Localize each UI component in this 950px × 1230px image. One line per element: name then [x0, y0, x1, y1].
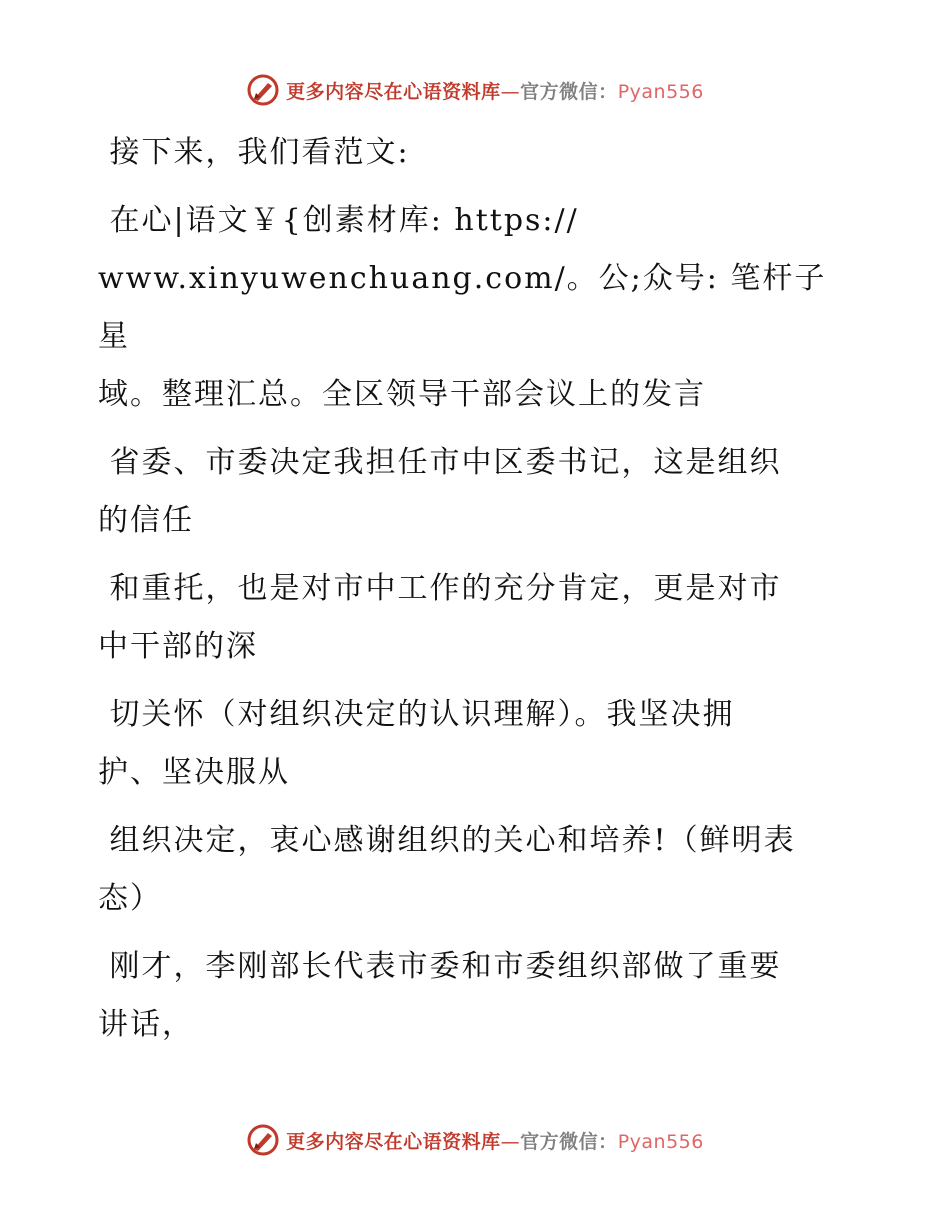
paragraph-source: 在心|语文￥{创素材库: https:// www.xinyuwenchuang.com/。公;众号: 笔杆子星 域。整理汇总。全区领导干部会议上的发言	[98, 203, 827, 412]
header-wechat-id: Pyan556	[617, 80, 704, 103]
header-colon: ：	[598, 80, 618, 103]
paragraph-body: 切关怀（对组织决定的认识理解）。我坚决拥 护、坚决服从	[98, 697, 735, 790]
footer-separator: —	[500, 1130, 521, 1153]
header-separator: —	[500, 80, 521, 103]
paragraph-body: 组织决定，衷心感谢组织的关心和培养!（鲜明表 态）	[98, 823, 796, 916]
paragraph-intro: 接下来，我们看范文:	[98, 135, 410, 170]
document-body	[98, 124, 858, 1064]
paragraph-body: 省委、市委决定我担任市中区委书记，这是组织 的信任	[98, 445, 782, 538]
header-banner	[0, 72, 950, 108]
footer-mid-text: 官方微信	[520, 1130, 599, 1153]
footer-colon: ：	[598, 1130, 618, 1153]
footer-banner-inner	[246, 1123, 704, 1157]
footer-main-text: 更多内容尽在心语资料库	[286, 1130, 501, 1153]
header-banner-inner	[246, 73, 704, 107]
pen-nib-circle-icon	[246, 1123, 280, 1157]
footer-banner-text	[286, 1127, 704, 1154]
paragraph-body: 和重托，也是对市中工作的充分肯定，更是对市 中干部的深	[98, 571, 782, 664]
header-main-text: 更多内容尽在心语资料库	[286, 80, 501, 103]
paragraph-body: 刚才，李刚部长代表市委和市委组织部做了重要 讲话，	[98, 949, 782, 1042]
pen-nib-circle-icon	[246, 73, 280, 107]
header-banner-text	[286, 77, 704, 104]
header-mid-text: 官方微信	[520, 80, 599, 103]
footer-banner	[0, 1122, 950, 1158]
footer-wechat-id: Pyan556	[617, 1130, 704, 1153]
